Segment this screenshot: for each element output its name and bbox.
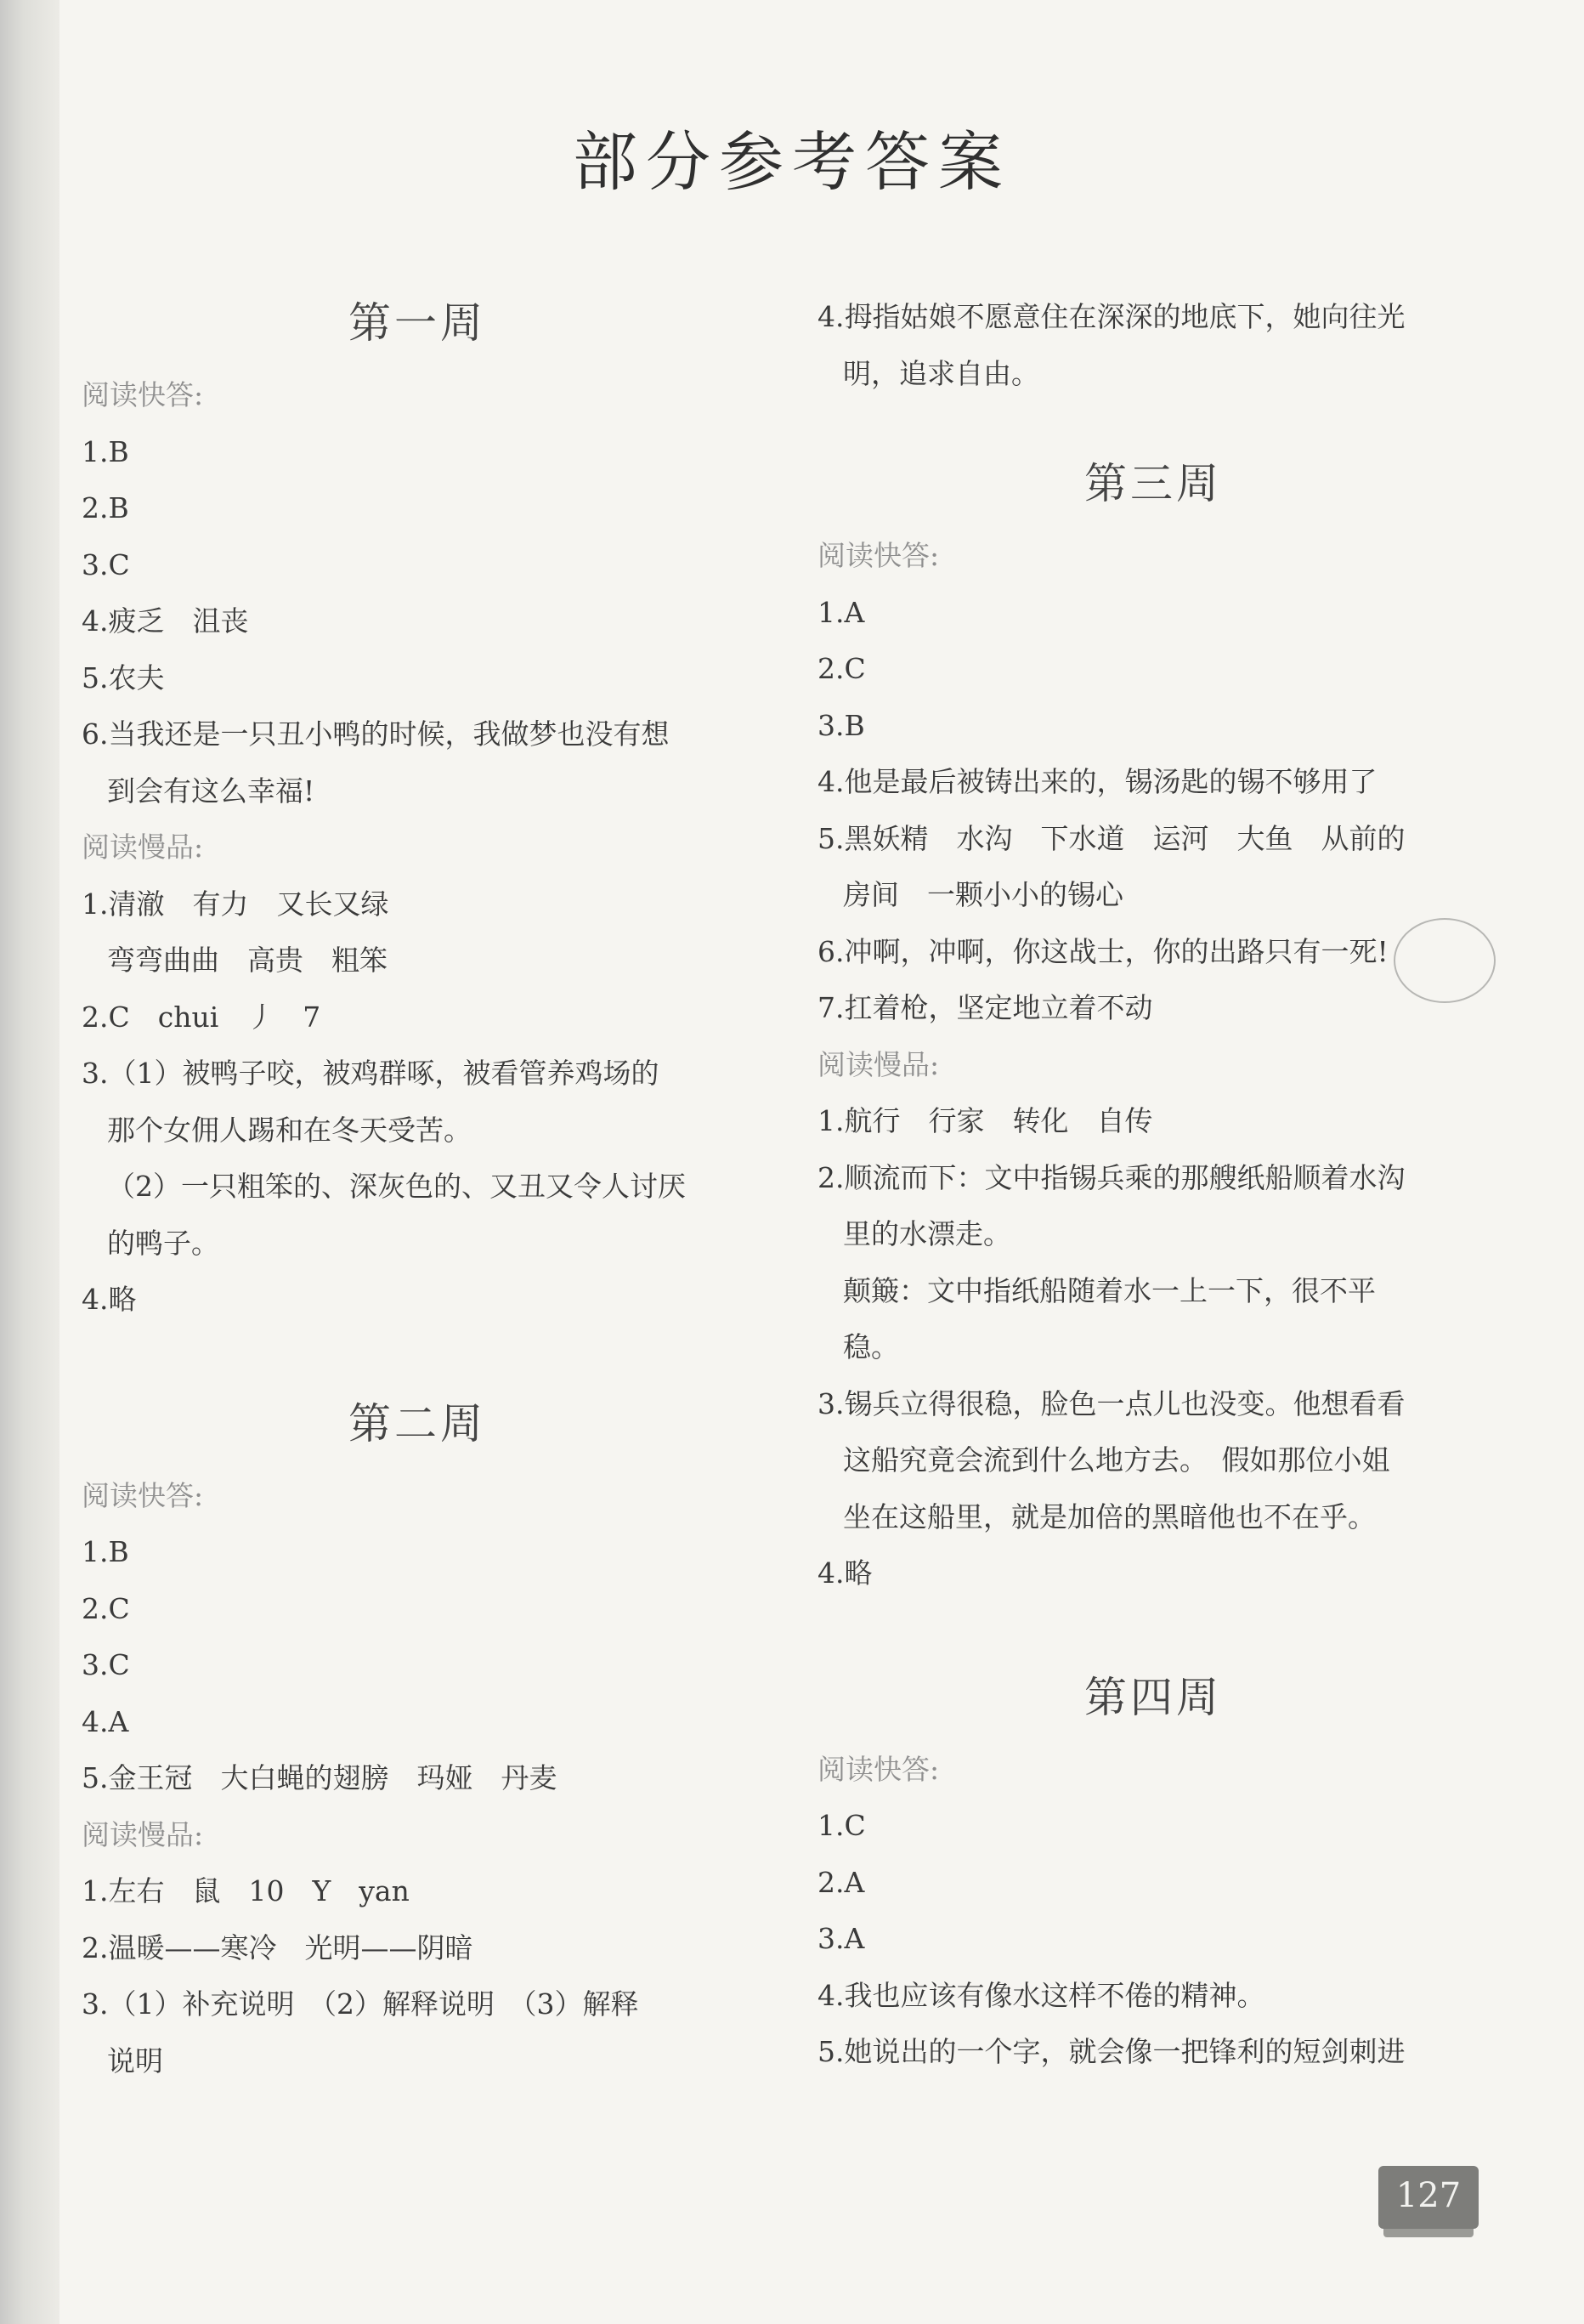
week3-slow-2: 2.顺流而下：文中指锡兵乘的那艘纸船顺着水沟: [817, 1160, 1406, 1194]
week1-slow-3-2: （2）一只粗笨的、深灰色的、又丑又令人讨厌: [107, 1170, 686, 1203]
week2-slow-1: 1.左右 鼠 10 Y yan: [82, 1874, 410, 1907]
week2-slow-2: 2.温暖——寒冷 光明——阴暗: [82, 1930, 473, 1964]
right-column: [817, 289, 1489, 2081]
week1-fast-3: 3.C: [82, 547, 130, 581]
page-title: 部分参考答案: [573, 124, 1011, 200]
week4-fast-1: 1.C: [817, 1809, 866, 1842]
week3-fast-1: 1.A: [817, 595, 865, 629]
week1-fast-6: 6.当我还是一只丑小鸭的时候，我做梦也没有想: [82, 717, 670, 751]
week4-fast-5: 5.她说出的一个字，就会像一把锋利的短剑刺进: [817, 2035, 1406, 2068]
week1-slow-3-2-cont: 的鸭子。: [107, 1226, 219, 1260]
week2-fast-3: 3.C: [82, 1648, 130, 1681]
week4-heading: 第四周: [1084, 1672, 1222, 1722]
week1-heading: 第一周: [348, 298, 486, 348]
week3-slow-2-cont: 里的水漂走。: [843, 1217, 1011, 1250]
week3-slow-3: 3.锡兵立得很稳，脸色一点儿也没变。他想看看: [817, 1386, 1406, 1420]
week3-fast-5: 5.黑妖精 水沟 下水道 运河 大鱼 从前的: [817, 821, 1406, 855]
week3-fast-3: 3.B: [817, 708, 865, 742]
week3-slow-label: 阅读慢品:: [817, 1047, 940, 1081]
week3-slow-3-cont: 这船究竟会流到什么地方去。 假如那位小姐: [843, 1443, 1390, 1477]
week4-fast-2: 2.A: [817, 1865, 865, 1899]
week2-fast-4: 4.A: [82, 1704, 129, 1738]
week1-slow-label: 阅读慢品:: [82, 830, 204, 864]
week2-slow-3: 3.（1）补充说明 （2）解释说明 （3）解释: [82, 1987, 639, 2021]
week1-slow-3-cont: 那个女佣人踢和在冬天受苦。: [107, 1113, 472, 1147]
week1-fast-5: 5.农夫: [82, 660, 165, 694]
week3-fast-2: 2.C: [817, 652, 866, 685]
week1-fast-4: 4.疲乏 沮丧: [82, 604, 249, 638]
week3-slow-4: 4.略: [817, 1556, 873, 1590]
week3-fast-7: 7.扛着枪，坚定地立着不动: [817, 991, 1153, 1024]
week1-fast-6-cont: 到会有这么幸福!: [107, 774, 315, 808]
week2-fast-label: 阅读快答:: [82, 1478, 204, 1512]
week1-fast-1: 1.B: [82, 434, 129, 468]
week1-slow-1: 1.清澈 有力 又长又绿: [82, 887, 389, 921]
week4-fast-4: 4.我也应该有像水这样不倦的精神。: [817, 1978, 1265, 2012]
week2-fast-5: 5.金王冠 大白蝇的翅膀 玛娅 丹麦: [82, 1761, 557, 1794]
week3-slow-2-b: 颠簸：文中指纸船随着水一上一下，很不平: [843, 1273, 1376, 1307]
week2-fast-1: 1.B: [82, 1535, 129, 1568]
week1-cont-4-b: 明，追求自由。: [843, 356, 1039, 390]
week1-slow-4: 4.略: [82, 1283, 137, 1316]
week3-fast-label: 阅读快答:: [817, 539, 940, 572]
week2-heading: 第二周: [348, 1398, 486, 1448]
left-column: [82, 289, 753, 2089]
week3-fast-6: 6.冲啊，冲啊，你这战士，你的出路只有一死!: [817, 934, 1389, 968]
page-edge: [0, 0, 59, 2324]
week2-slow-3-cont: 说明: [107, 2043, 163, 2077]
week2-slow-label: 阅读慢品:: [82, 1817, 204, 1851]
week3-slow-2-b-cont: 稳。: [843, 1330, 899, 1363]
week3-slow-1: 1.航行 行家 转化 自传: [817, 1104, 1153, 1137]
week1-cont-4: 4.拇指姑娘不愿意住在深深的地底下，她向往光: [817, 300, 1406, 333]
week1-slow-1-cont: 弯弯曲曲 高贵 粗笨: [107, 944, 388, 977]
page-number: 127: [1378, 2166, 1479, 2229]
week3-slow-3-cont2: 坐在这船里，就是加倍的黑暗他也不在乎。: [843, 1499, 1376, 1533]
week2-fast-2: 2.C: [82, 1591, 130, 1625]
week1-fast-label: 阅读快答:: [82, 378, 204, 411]
stamp-mark: [1394, 918, 1496, 1003]
week3-fast-4: 4.他是最后被铸出来的，锡汤匙的锡不够用了: [817, 765, 1378, 798]
week3-heading: 第三周: [1084, 459, 1222, 508]
week3-fast-5-cont: 房间 一颗小小的锡心: [843, 878, 1123, 911]
week1-slow-2: 2.C chui 丿 7: [82, 1000, 321, 1034]
week1-slow-3: 3.（1）被鸭子咬，被鸡群啄，被看管养鸡场的: [82, 1057, 659, 1090]
week4-fast-3: 3.A: [817, 1922, 865, 1955]
week4-fast-label: 阅读快答:: [817, 1752, 940, 1786]
week1-fast-2: 2.B: [82, 491, 129, 524]
